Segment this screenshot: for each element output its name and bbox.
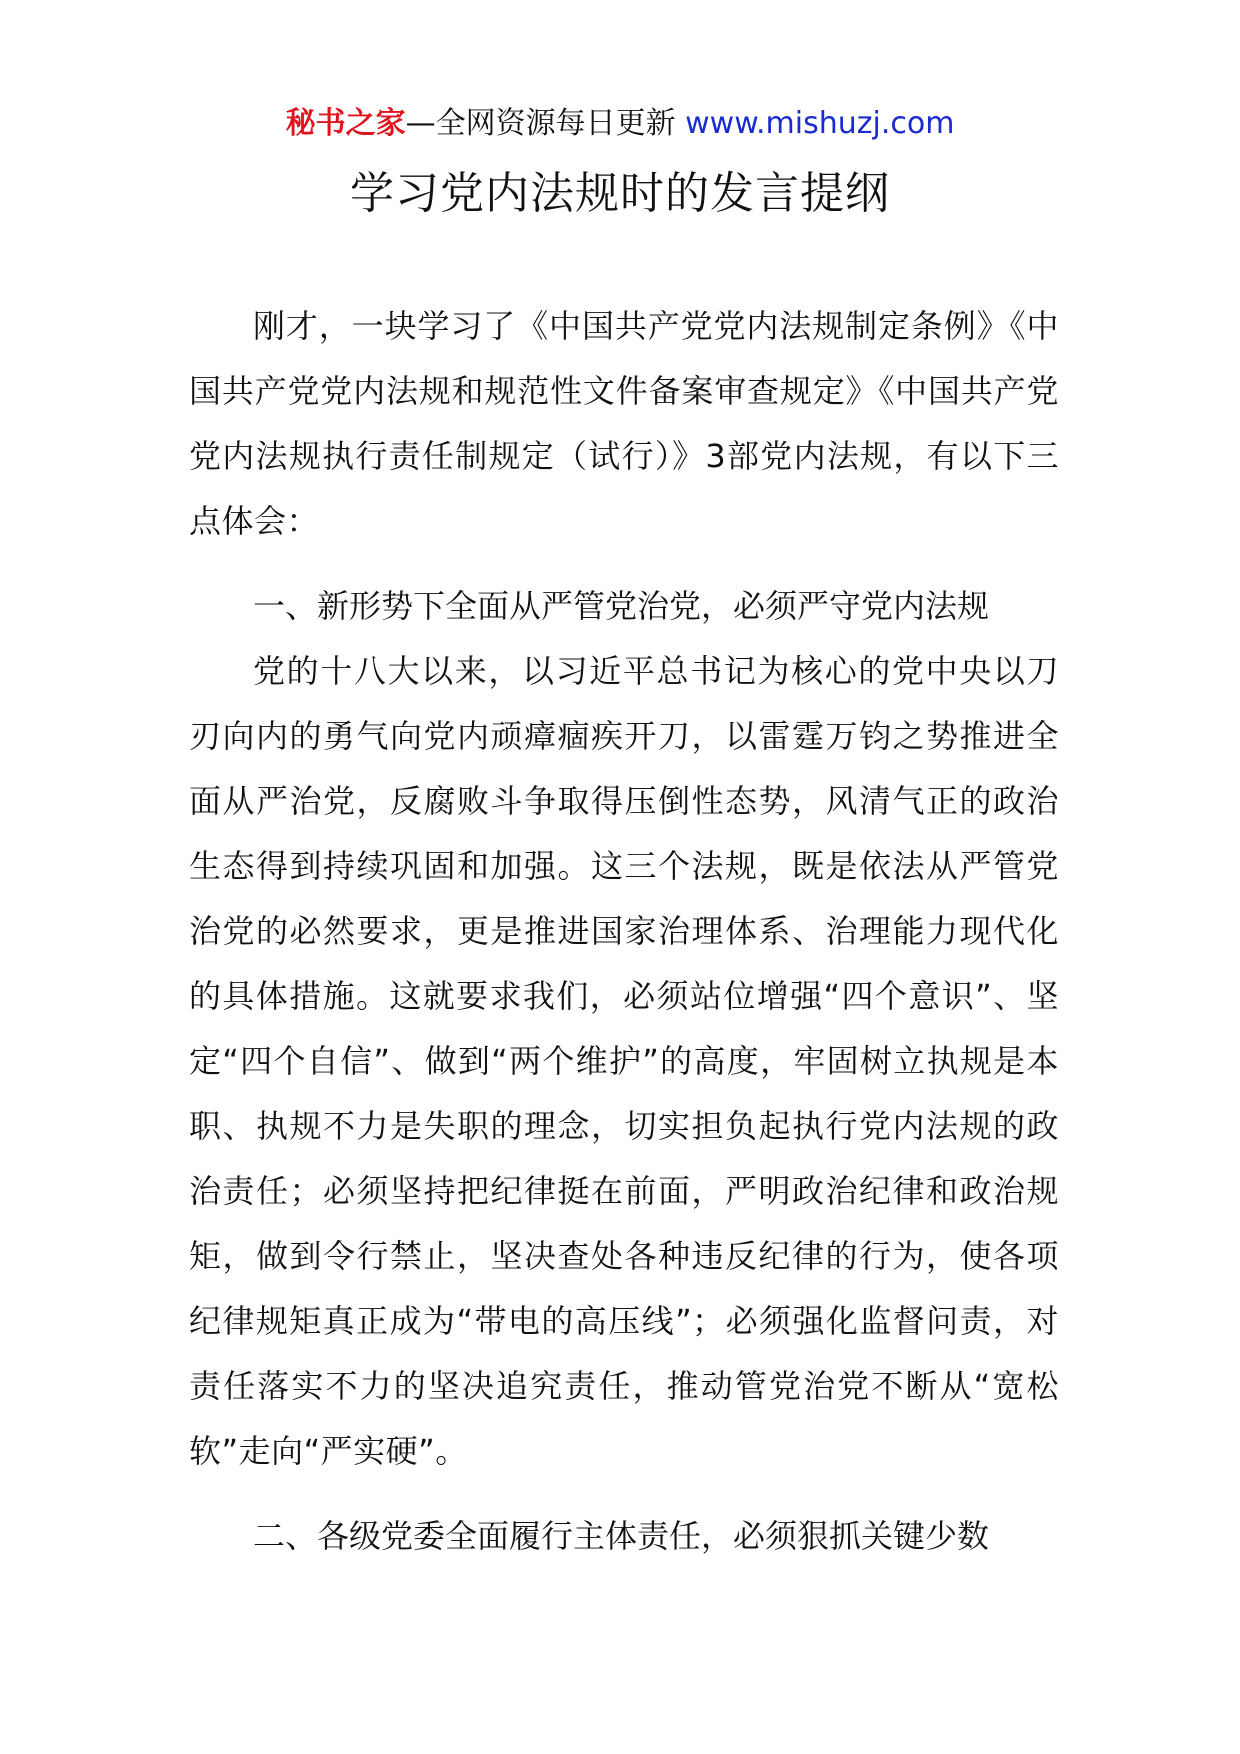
section-heading-2: 二、各级党委全面履行主体责任，必须狠抓关键少数 xyxy=(253,1517,990,1555)
section-heading-1: 一、新形势下全面从严管党治党，必须严守党内法规 xyxy=(253,587,990,625)
site-header xyxy=(0,104,1240,144)
site-slogan: —全网资源每日更新 xyxy=(405,106,686,141)
paragraph-intro: 刚才，一块学习了《中国共产党党内法规制定条例》《中国共产党党内法规和规范性文件备案审查规定》《中国共产党党内法规执行责任制规定（试行）》3部党内法规，有以下三点体会： xyxy=(189,307,1059,540)
document-title: 学习党内法规时的发言提纲 xyxy=(350,168,890,219)
site-url: www.mishuzj.com xyxy=(685,106,955,141)
paragraph-section-1: 党的十八大以来，以习近平总书记为核心的党中央以刀刃向内的勇气向党内顽瘴痼疾开刀，以雷霆万钧之势推进全面从严治党，反腐败斗争取得压倒性态势，风清气正的政治生态得到持续巩固和加强。这三个法规，既是依法从严管党治党的必然要求，更是推进国家治理体系、治理能力现代化的具体措施。这就要求我们，必须站位增强“四个意识”、坚定“四个自信”、做到“两个维护”的高度，牢固树立执规是本职、执规不力是失职的理念，切实担负起执行党内法规的政治责任；必须坚持把纪律挺在前面，严明政治纪律和政治规矩，做到令行禁止，坚决查处各种违反纪律的行为，使各项纪律规矩真正成为“带电的高压线”；必须强化监督问责，对责任落实不力的坚决追究责任，推动管党治党不断从“宽松软”走向“严实硬”。 xyxy=(189,652,1059,1470)
site-brand: 秘书之家 xyxy=(285,106,406,141)
document-body xyxy=(189,294,1059,1569)
paragraph-gap xyxy=(189,554,1059,574)
paragraph-gap xyxy=(189,1484,1059,1504)
